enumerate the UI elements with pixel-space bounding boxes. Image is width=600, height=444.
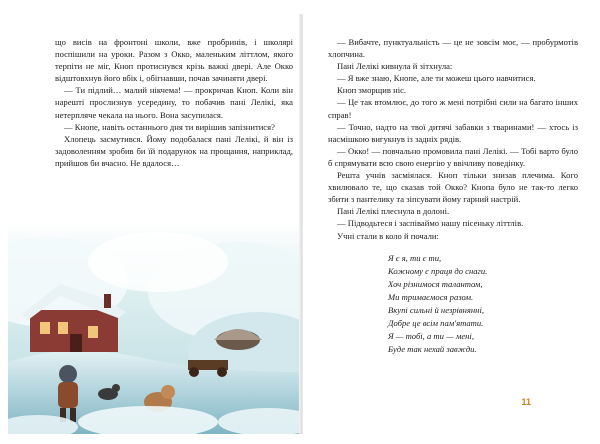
paragraph: Учні стали в коло й почали: (337, 230, 439, 241)
poem-line: Добре це всім пам'ятати. (388, 318, 484, 329)
poem-line: Я є я, ти є ти, (388, 252, 442, 263)
page-number: 11 (521, 397, 531, 407)
snowy-village-illustration (8, 222, 300, 434)
paragraph: — Точно, надто на твої дитячі забавки з тваринами! — хтось із насмішкою вигукнув із задніх рядів. (328, 121, 578, 144)
paragraph: — Я вже знаю, Кнопе, але ти можеш цього навчитися. (337, 73, 536, 84)
paragraph: Пані Лелікі кивнула й зітхнула: (337, 61, 453, 72)
song-poem (388, 252, 578, 357)
paragraph: — Кнопе, навіть останнього дня ти вирішив запізнитися? (64, 121, 275, 132)
poem-line: Хоч різнимося талантом, (388, 278, 483, 289)
paragraph: — Вибачте, пунктуальність — це не зовсім моє, — пробурмотів хлопчина. (328, 37, 578, 60)
poem-line: Буде так нехай завжди. (388, 344, 477, 355)
left-text-column (55, 36, 293, 169)
poem-line: Кожному є праця до снаги. (388, 265, 488, 276)
paragraph: Решта учнів засміялася. Кноп тільки знизав плечима. Кого хвилювало те, що сказав той Окко? Кнопа було не так-то легко збити з пантелику та зіпсувати йому гарний настрій. (328, 170, 578, 205)
paragraph: Кноп зморщив ніс. (337, 85, 407, 96)
poem-line: Вкупі сильні й незрівнянні, (388, 304, 484, 315)
paragraph: — Ти підлий… малий нікчема! — прокричав Кноп. Коли він нарешті прослизнув усередину, то побачив пані Лелікі, яка нетерпляче чекала на нього. Вона засупилася. (55, 85, 293, 120)
paragraph: що висів на фронтоні школи, вже пробринів, і школярі поспішили на уроки. Разом з Окко, маленьким літтлом, якого терпіти не міг, Кноп протиснувся крізь важкі двері. Але Окко відштовхнув його вбік і, обігнавши, почав зачиняти двері. (55, 37, 293, 84)
paragraph: — Підводьтеся і заспіваймо нашу пісеньку літтлів. (337, 218, 524, 229)
poem-line: Я — тобі, а ти — мені, (388, 331, 474, 342)
paragraph: Хлопець засмутився. Йому подобалася пані Лелікі, й він із задоволенням зробив би їй подарунок на прощання, наприклад, прийшов би вчасно. Не вдалося… (55, 133, 293, 168)
paragraph: — Це так втомлює, до того ж мені потрібні сили на багато інших справ! (328, 97, 578, 120)
right-text-column (328, 36, 578, 356)
paragraph: Пані Лелікі плеснула в долоні. (337, 206, 450, 217)
right-page (303, 14, 593, 434)
poem-line: Ми тримаємося разом. (388, 291, 474, 302)
left-page (8, 14, 300, 434)
paragraph: — Окко! — повчально промовила пані Лелікі. — Тобі варто було б спрямувати всю свою енергію у ввічливу поведінку. (328, 145, 578, 168)
